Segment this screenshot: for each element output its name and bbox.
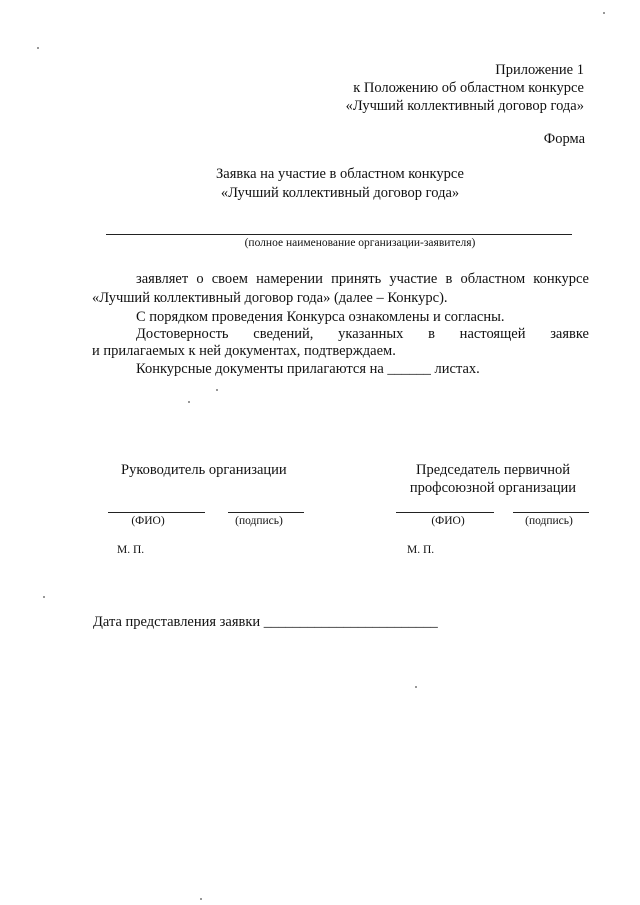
head-stamp-place: М. П. xyxy=(117,544,145,556)
chairman-signature-line xyxy=(513,512,589,513)
scan-speck xyxy=(188,401,190,403)
body-paragraph-2: С порядком проведения Конкурса ознакомлены и согласны. xyxy=(136,309,505,325)
appendix-line-1: Приложение 1 xyxy=(495,62,584,78)
chairman-fio-line xyxy=(396,512,494,513)
chairman-fio-caption: (ФИО) xyxy=(431,515,465,527)
document-title-line-1: Заявка на участие в областном конкурсе xyxy=(216,166,464,182)
body-paragraph-4: Конкурсные документы прилагаются на ______ листах. xyxy=(136,361,480,377)
organization-name-line xyxy=(106,234,572,235)
scan-speck xyxy=(603,12,605,14)
scan-speck xyxy=(37,47,39,49)
body-paragraph-3-line-1: Достоверность сведений, указанных в настоящей заявке xyxy=(136,326,589,342)
submission-date-field: Дата представления заявки ________________________ xyxy=(93,614,438,630)
scan-speck xyxy=(200,898,202,900)
union-chairman-title-line-1: Председатель первичной xyxy=(416,462,570,478)
appendix-line-3: «Лучший коллективный договор года» xyxy=(345,98,584,114)
scan-speck xyxy=(43,596,45,598)
union-chairman-title-line-2: профсоюзной организации xyxy=(409,480,577,496)
body-paragraph-3-line-2: и прилагаемых к ней документах, подтверждаем. xyxy=(92,343,396,359)
body-paragraph-1-line-2: «Лучший коллективный договор года» (далее – Конкурс). xyxy=(92,290,448,306)
scan-speck xyxy=(415,686,417,688)
appendix-line-2: к Положению об областном конкурсе xyxy=(353,80,584,96)
head-fio-caption: (ФИО) xyxy=(131,515,165,527)
head-signature-caption: (подпись) xyxy=(235,515,283,527)
scan-speck xyxy=(216,389,218,391)
head-signature-line xyxy=(228,512,304,513)
head-fio-line xyxy=(108,512,205,513)
chairman-signature-caption: (подпись) xyxy=(525,515,573,527)
body-paragraph-1-line-1: заявляет о своем намерении принять участие в областном конкурсе xyxy=(136,271,589,287)
head-of-organization-title: Руководитель организации xyxy=(121,462,287,478)
form-label: Форма xyxy=(543,131,585,147)
document-title-line-2: «Лучший коллективный договор года» xyxy=(220,185,460,201)
chairman-stamp-place: М. П. xyxy=(407,544,435,556)
organization-name-caption: (полное наименование организации-заявителя) xyxy=(244,237,476,249)
